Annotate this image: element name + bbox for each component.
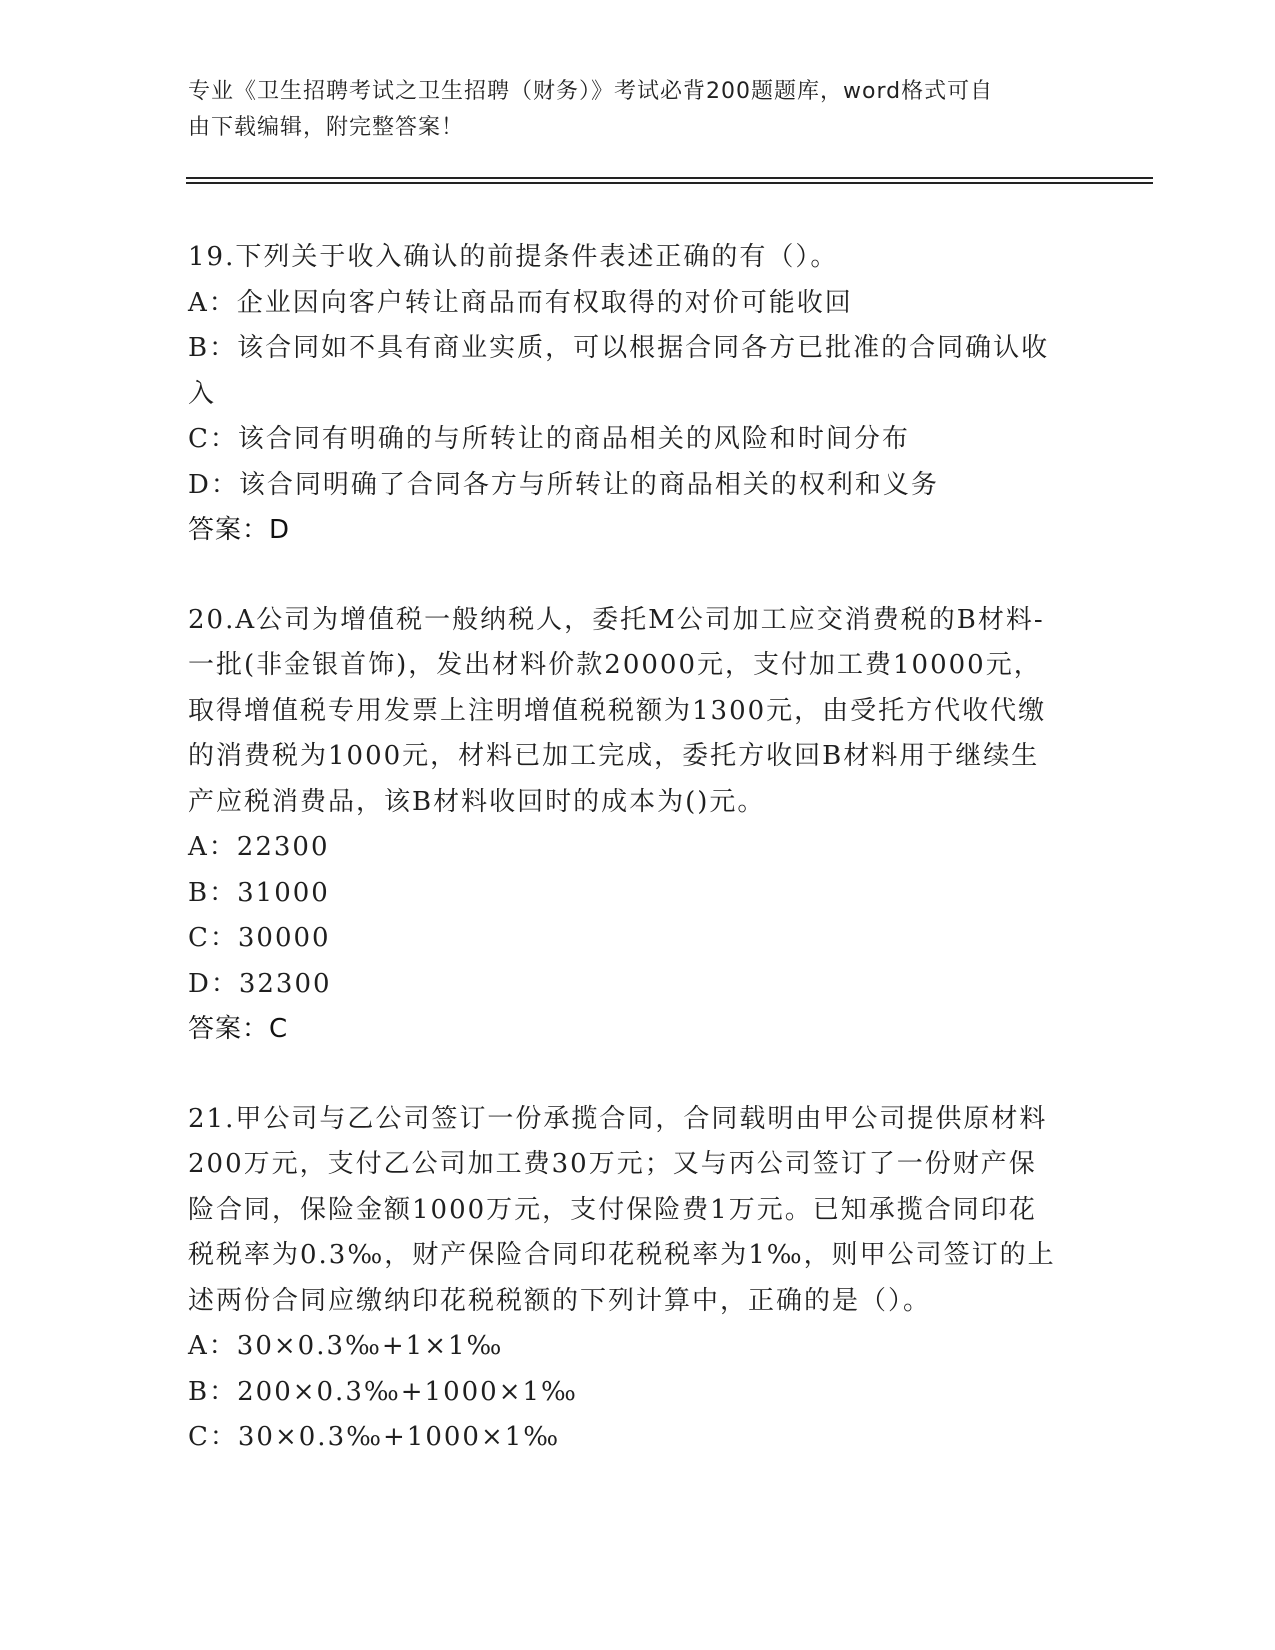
question-stem [188,598,1088,826]
option-text: B：200×0.3‰+1000×1‰ [188,1376,578,1407]
stem-line: 险合同，保险金额1000万元，支付保险费1万元。已知承揽合同印花 [188,1194,1037,1225]
option-text: A：企业因向客户转让商品而有权取得的对价可能收回 [188,287,853,318]
header-divider-bottom [186,182,1153,184]
header-divider-top [186,177,1153,179]
option-b [188,871,1088,917]
question-21 [188,1097,1088,1461]
stem-line: 产应税消费品，该B材料收回时的成本为()元。 [188,786,766,817]
stem-line: 21.甲公司与乙公司签订一份承揽合同，合同载明由甲公司提供原材料 [188,1103,1048,1134]
option-d [188,463,1088,509]
header-line-1: 专业《卫生招聘考试之卫生招聘（财务）》考试必背200题题库，word格式可自 [188,79,994,104]
option-c [188,1415,1088,1461]
option-text: B：该合同如不具有商业实质，可以根据合同各方已批准的合同确认收 [188,333,1050,363]
question-19 [188,235,1088,554]
option-text: A：22300 [188,832,330,862]
stem-line: 一批(非金银首饰)，发出材料价款20000元，支付加工费10000元， [188,650,1042,680]
stem-line: 取得增值税专用发票上注明增值税税额为1300元，由受托方代收代缴 [188,695,1047,726]
stem-line: 20.A公司为增值税一般纳税人，委托M公司加工应交消费税的B材料- [188,604,1045,635]
question-list [188,235,1088,1505]
document-header [188,74,1078,146]
option-text: C：30000 [188,923,331,953]
answer: 答案：D [188,515,291,545]
answer: 答案：C [188,1014,289,1044]
stem-line: 200万元，支付乙公司加工费30万元；又与丙公司签订了一份财产保 [188,1149,1037,1179]
option-c [188,417,1088,463]
option-text: D：该合同明确了合同各方与所转让的商品相关的权利和义务 [188,469,939,500]
option-text: C：该合同有明确的与所转让的商品相关的风险和时间分布 [188,424,910,454]
question-stem [188,1097,1088,1325]
option-text: A：30×0.3‰+1×1‰ [188,1331,504,1361]
option-b [188,1370,1088,1416]
option-text-continued: 入 [188,378,217,409]
stem-line: 的消费税为1000元，材料已加工完成，委托方收回B材料用于继续生 [188,741,1040,771]
stem-line: 述两份合同应缴纳印花税税额的下列计算中，正确的是（）。 [188,1285,932,1316]
option-c [188,916,1088,962]
option-text: C：30×0.3‰+1000×1‰ [188,1422,561,1452]
header-line-2: 由下载编辑，附完整答案！ [188,115,465,140]
option-a [188,825,1088,871]
option-a [188,281,1088,327]
option-a [188,1324,1088,1370]
option-d [188,962,1088,1008]
option-b [188,326,1088,417]
stem-line: 19.下列关于收入确认的前提条件表述正确的有（）。 [188,242,839,272]
question-stem [188,235,1088,281]
option-text: B：31000 [188,877,330,908]
stem-line: 税税率为0.3‰，财产保险合同印花税税率为1‰，则甲公司签订的上 [188,1240,1056,1270]
question-20 [188,598,1088,1053]
option-text: D：32300 [188,968,332,999]
